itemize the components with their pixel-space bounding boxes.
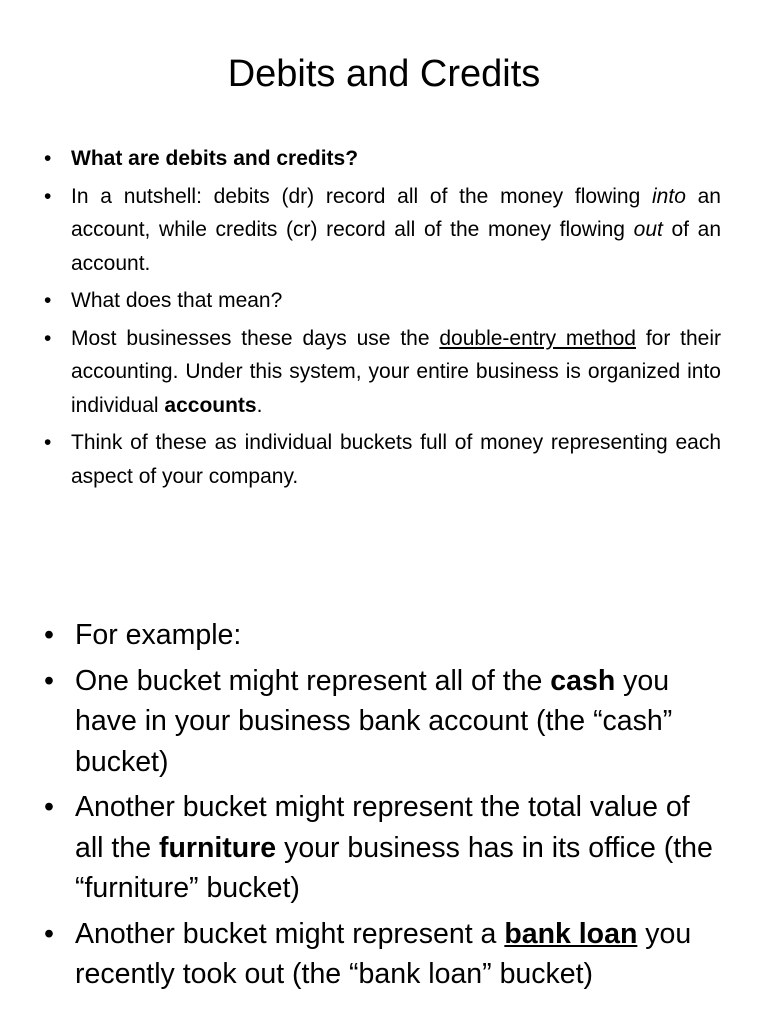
bullet-text: your business has in its office (the “furniture” bucket)	[75, 831, 713, 904]
emphasis-cash: cash	[550, 664, 616, 697]
emphasis-out: out	[633, 218, 663, 241]
emphasis-furniture: furniture	[158, 831, 277, 864]
upper-bullet-list	[44, 142, 721, 497]
bullet-buckets	[44, 426, 721, 493]
emphasis-accounts: accounts	[164, 393, 257, 417]
bullet-bank-loan-bucket	[44, 914, 716, 995]
bullet-furniture-bucket	[44, 787, 716, 909]
question-text: What are debits and credits?	[71, 147, 359, 170]
bullet-text: Another bucket might represent a	[75, 917, 505, 950]
bullet-text: In a nutshell: debits (dr) record all of the money flowing	[71, 184, 653, 208]
bullet-text: One bucket might represent all of the	[75, 664, 551, 697]
double-entry-method-link[interactable]: double-entry method	[439, 326, 636, 350]
bullet-text: Another bucket might represent the total value of all the	[75, 791, 690, 864]
bullet-what-are-debits	[44, 142, 721, 176]
emphasis-into: into	[652, 184, 686, 208]
page-title: Debits and Credits	[227, 53, 541, 95]
bullet-for-example	[44, 615, 716, 656]
lower-bullet-list	[44, 615, 716, 1000]
bullet-nutshell	[44, 180, 721, 281]
bank-loan-link[interactable]: bank loan	[504, 917, 638, 950]
bullet-text: .	[256, 393, 263, 417]
bullet-text: Think of these as individual buckets full of money representing each aspect of your company.	[71, 431, 721, 488]
bullet-what-does-that-mean	[44, 284, 721, 318]
bullet-text: Most businesses these days use the	[71, 326, 440, 350]
bullet-text: an account, while credits (cr) record all of the money flowing	[71, 184, 721, 241]
bullet-text: for their accounting. Under this system, your entire business is organized into individual	[71, 326, 722, 417]
bullet-text: of an account.	[71, 218, 721, 275]
bullet-text: you recently took out (the “bank loan” bucket)	[75, 917, 692, 990]
bullet-cash-bucket	[44, 661, 716, 783]
bullet-text: you have in your business bank account (the “cash” bucket)	[75, 664, 673, 778]
bullet-text: What does that mean?	[71, 289, 283, 312]
bullet-double-entry	[44, 322, 721, 423]
bullet-text: For example:	[75, 619, 242, 651]
